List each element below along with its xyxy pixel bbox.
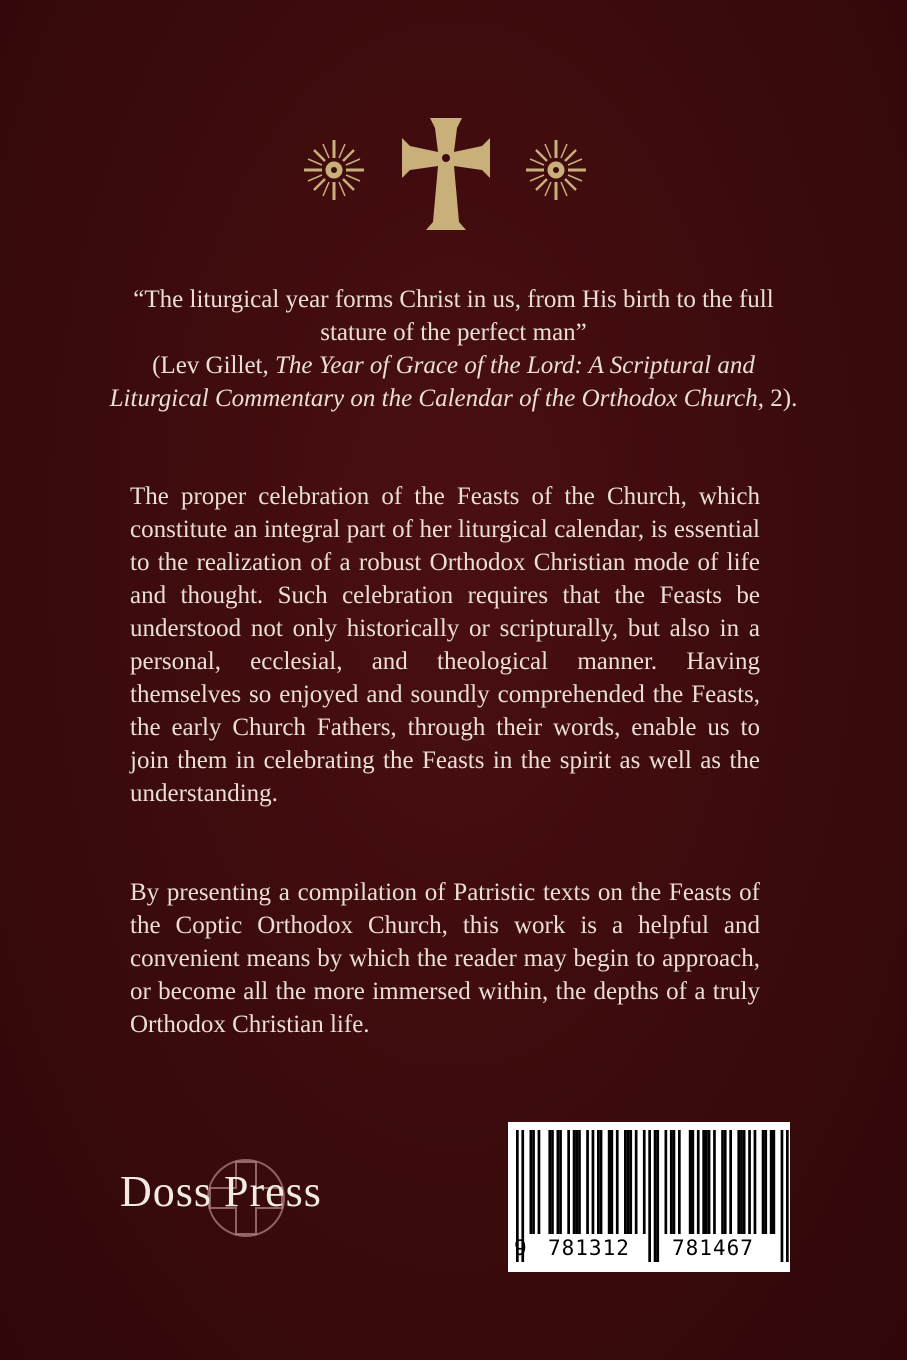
barcode-bar	[573, 1130, 576, 1234]
barcode-bar	[724, 1130, 727, 1234]
citation-title: The Year of Grace of the Lord: A Scriptural and Liturgical Commentary on the Calendar of the Orthodox Church	[109, 352, 758, 412]
publisher-name: Doss Press	[120, 1167, 322, 1216]
barcode-bar	[737, 1130, 740, 1234]
barcode-bar	[697, 1130, 700, 1234]
barcode-bar	[764, 1130, 767, 1234]
barcode-bar	[770, 1130, 773, 1234]
barcode-bar	[548, 1130, 551, 1234]
barcode-bar	[721, 1130, 724, 1234]
isbn-barcode	[508, 1122, 790, 1272]
barcode-bar	[786, 1130, 789, 1262]
barcode-bar	[729, 1130, 732, 1234]
barcode-bar	[624, 1130, 627, 1234]
barcode-bar	[557, 1130, 560, 1234]
description-paragraph-1: The proper celebration of the Feasts of the Church, which constitute an integral part of her liturgical calendar, is essential to the realization of a robust Orthodox Christian mode of life and thought. Such celebration requires that the Feasts be understood not only historically or scripturally, but also in a personal, ecclesial, and theological manner. Having themselves so enjoyed and soundly comprehended the Feasts, the early Church Fathers, through their words, enable us to join them in celebrating the Feasts in the spirit as well as the understanding.	[130, 483, 760, 807]
cross-icon	[402, 118, 490, 230]
barcode-first-digit: 9	[514, 1236, 528, 1260]
barcode-bar	[656, 1130, 659, 1262]
barcode-bar	[530, 1130, 533, 1234]
barcode-bar	[643, 1130, 646, 1234]
barcode-bar	[575, 1130, 578, 1234]
barcode-bar	[705, 1130, 708, 1234]
barcode-bar	[713, 1130, 716, 1234]
barcode-bar	[532, 1130, 535, 1234]
barcode-bar	[773, 1130, 776, 1234]
left-star-icon	[304, 140, 364, 200]
barcode-bar	[567, 1130, 570, 1234]
barcode-bar	[740, 1130, 743, 1234]
barcode-bar	[654, 1130, 657, 1262]
citation-open: (Lev Gillet,	[152, 352, 275, 379]
barcode-bar	[648, 1130, 651, 1262]
barcode-bar	[748, 1130, 751, 1234]
barcode-bar	[678, 1130, 681, 1234]
barcode-bar	[592, 1130, 595, 1234]
publisher-logo	[120, 1150, 400, 1250]
barcode-bar	[754, 1130, 757, 1234]
description-paragraph-2: By presenting a compilation of Patristic texts on the Feasts of the Coptic Orthodox Church, this work is a helpful and convenient means by which the reader may begin to approach, or become all the more immersed within, the depths of a truly Orthodox Christian life.	[130, 879, 760, 1038]
barcode-bar	[629, 1130, 632, 1234]
barcode-bar	[538, 1130, 541, 1234]
quote-text: “The liturgical year forms Christ in us, from His birth to the full stature of the perfect man”	[133, 286, 774, 346]
barcode-bar	[781, 1130, 784, 1262]
barcode-bar	[611, 1130, 614, 1234]
barcode-bar	[673, 1130, 676, 1234]
ornament-row	[0, 118, 907, 230]
barcode-bar	[689, 1130, 692, 1234]
epigraph-quote	[100, 283, 807, 415]
barcode-bar	[559, 1130, 562, 1234]
barcode-bar	[670, 1130, 673, 1234]
barcode-bar	[600, 1130, 603, 1234]
barcode-bar	[616, 1130, 619, 1234]
barcode-bar	[597, 1130, 600, 1234]
barcode-bar	[627, 1130, 630, 1234]
right-star-icon	[526, 140, 586, 200]
barcode-bar	[665, 1130, 668, 1234]
barcode-bar	[635, 1130, 638, 1234]
barcode-bar	[586, 1130, 589, 1234]
barcode-bar	[551, 1130, 554, 1234]
barcode-bar	[708, 1130, 711, 1234]
barcode-group-2: 781467	[672, 1236, 754, 1260]
barcode-bar	[578, 1130, 581, 1234]
citation-close: , 2).	[757, 385, 798, 412]
barcode-bar	[608, 1130, 611, 1234]
barcode-bar	[762, 1130, 765, 1234]
barcode-bar	[702, 1130, 705, 1234]
barcode-bar	[692, 1130, 695, 1234]
barcode-bar	[743, 1130, 746, 1234]
barcode-group-1: 781312	[548, 1236, 630, 1260]
quote-citation	[100, 349, 807, 415]
